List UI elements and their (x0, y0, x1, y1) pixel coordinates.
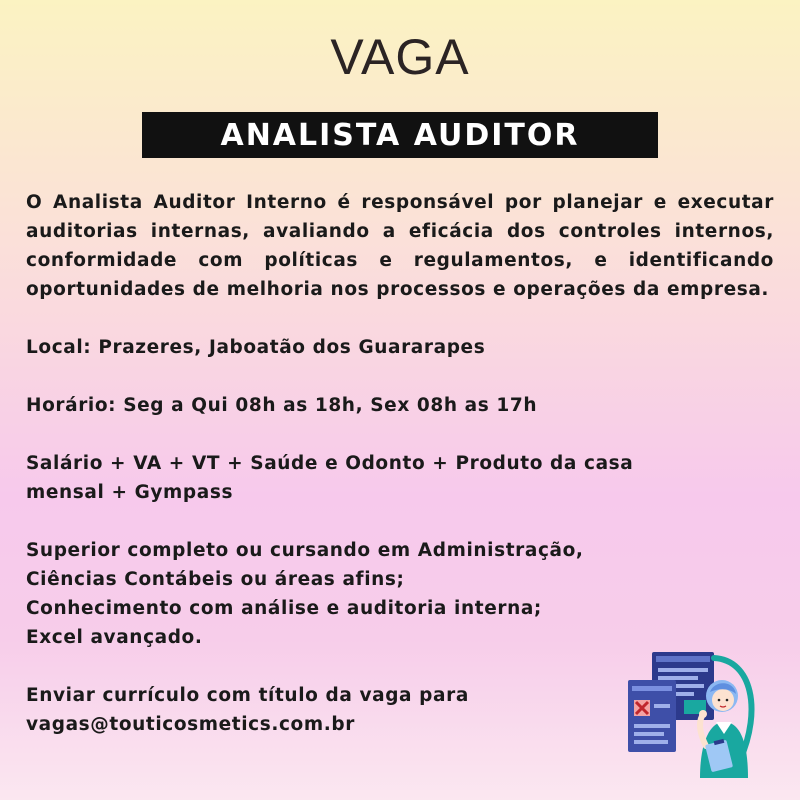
position-banner: ANALISTA AUDITOR (142, 112, 658, 158)
apply-instruction: Enviar currículo com título da vaga para (26, 685, 469, 706)
requirement-item: Conhecimento com análise e auditoria interna; (26, 598, 542, 619)
apply-email[interactable]: vagas@touticosmetics.com.br (26, 714, 355, 735)
job-benefits-line-2: mensal + Gympass (26, 482, 234, 503)
requirement-item: Ciências Contábeis ou áreas afins; (26, 569, 405, 590)
requirement-item: Excel avançado. (26, 627, 203, 648)
page-title: VAGA (330, 29, 470, 85)
job-schedule: Horário: Seg a Qui 08h as 18h, Sex 08h as 17h (26, 395, 538, 416)
job-location: Local: Prazeres, Jaboatão dos Guararapes (26, 337, 486, 358)
job-description: O Analista Auditor Interno é responsável por planejar e executar auditorias internas, avaliando a eficácia dos controles internos, conformidade com políticas e regulamentos, e identificando oportunidades de melhoria nos processos e operações da empresa. (26, 192, 774, 300)
requirement-item: Superior completo ou cursando em Administração, (26, 540, 584, 561)
job-benefits-line-1: Salário + VA + VT + Saúde e Odonto + Produto da casa (26, 453, 634, 474)
auditor-woman-checklist-illustration (622, 650, 762, 780)
face-shape (712, 689, 734, 711)
